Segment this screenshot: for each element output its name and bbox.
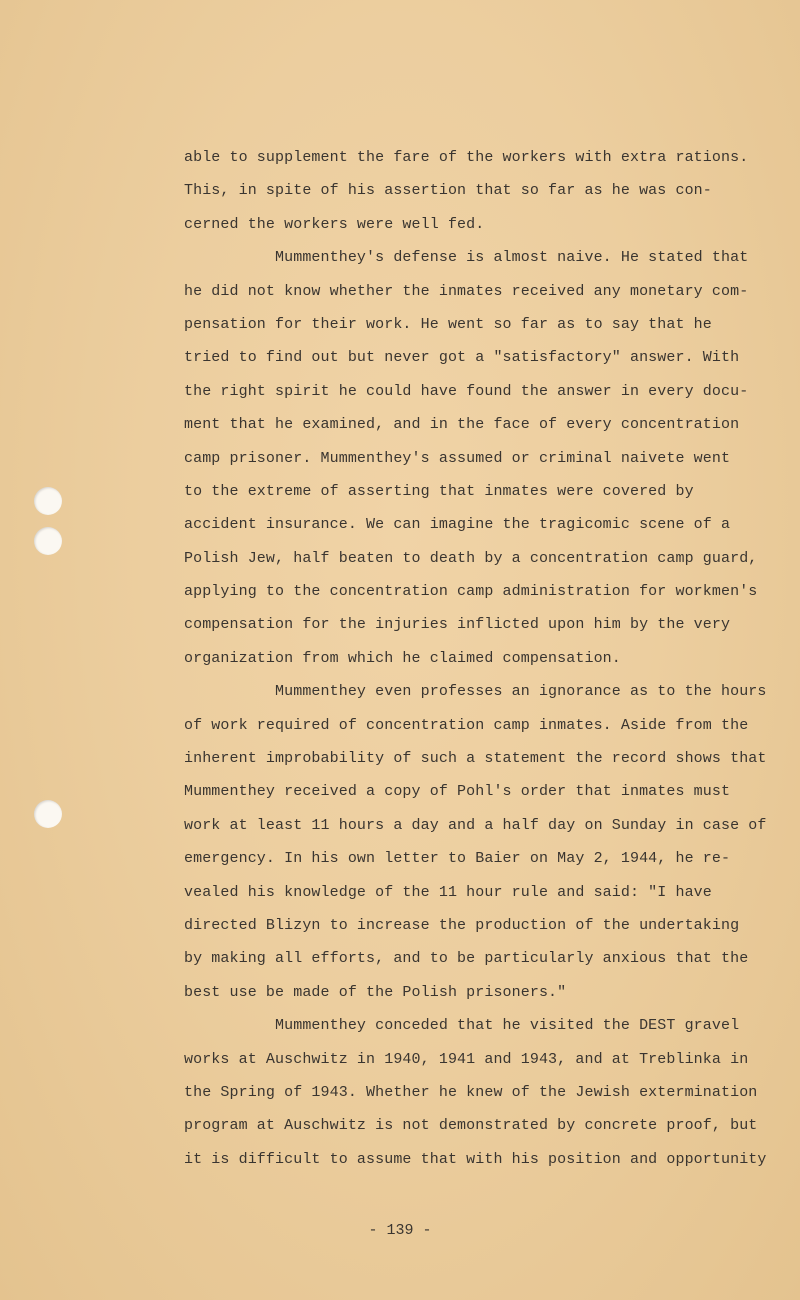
text-line: Mummenthey received a copy of Pohl's order that inmates must (184, 783, 731, 801)
text-line: able to supplement the fare of the workers with extra rations. (184, 149, 749, 166)
text-line: applying to the concentration camp administration for workmen's (184, 583, 758, 601)
text-line: inherent improbability of such a statement the record shows that (184, 750, 767, 768)
text-line: This, in spite of his assertion that so far as he was con- (184, 182, 712, 200)
text-line: Mummenthey conceded that he visited the DEST gravel (184, 1017, 740, 1035)
text-line: works at Auschwitz in 1940, 1941 and 1943, and at Treblinka in (184, 1050, 749, 1068)
text-line: of work required of concentration camp inmates. Aside from the (184, 716, 749, 734)
text-line: work at least 11 hours a day and a half day on Sunday in case of (184, 816, 767, 834)
text-line: the Spring of 1943. Whether he knew of the Jewish extermination (184, 1083, 758, 1101)
text-line: vealed his knowledge of the 11 hour rule and said: "I have (184, 883, 712, 901)
punch-hole (34, 487, 62, 515)
page-number: - 139 - (368, 1222, 432, 1239)
punch-hole (34, 527, 62, 555)
text-line: Polish Jew, half beaten to death by a concentration camp guard, (184, 549, 758, 567)
text-line: Mummenthey even professes an ignorance as to the hours (184, 683, 767, 701)
text-line: directed Blizyn to increase the production of the undertaking (184, 916, 740, 934)
text-line: program at Auschwitz is not demonstrated by concrete proof, but (184, 1117, 758, 1135)
text-line: tried to find out but never got a "satisfactory" answer. With (184, 349, 740, 367)
text-line: compensation for the injuries inflicted upon him by the very (184, 616, 731, 634)
text-line: organization from which he claimed compensation. (184, 649, 621, 667)
text-line: it is difficult to assume that with his position and opportunity (184, 1150, 767, 1168)
text-line: accident insurance. We can imagine the tragicomic scene of a (184, 516, 731, 534)
text-line: cerned the workers were well fed. (184, 215, 485, 233)
text-line: by making all efforts, and to be particularly anxious that the (184, 950, 749, 968)
body-text (184, 144, 767, 1179)
text-line: he did not know whether the inmates received any monetary com- (184, 282, 749, 300)
punch-hole (34, 800, 62, 828)
text-line: emergency. In his own letter to Baier on May 2, 1944, he re- (184, 850, 731, 868)
text-line: Mummenthey's defense is almost naive. He stated that (184, 249, 749, 267)
text-line: ment that he examined, and in the face of every concentration (184, 416, 740, 434)
text-line: the right spirit he could have found the answer in every docu- (184, 382, 749, 400)
text-line: to the extreme of asserting that inmates were covered by (184, 482, 694, 500)
text-line: best use be made of the Polish prisoners." (184, 983, 567, 1001)
text-line: camp prisoner. Mummenthey's assumed or criminal naivete went (184, 449, 731, 467)
text-line: pensation for their work. He went so far as to say that he (184, 315, 712, 333)
